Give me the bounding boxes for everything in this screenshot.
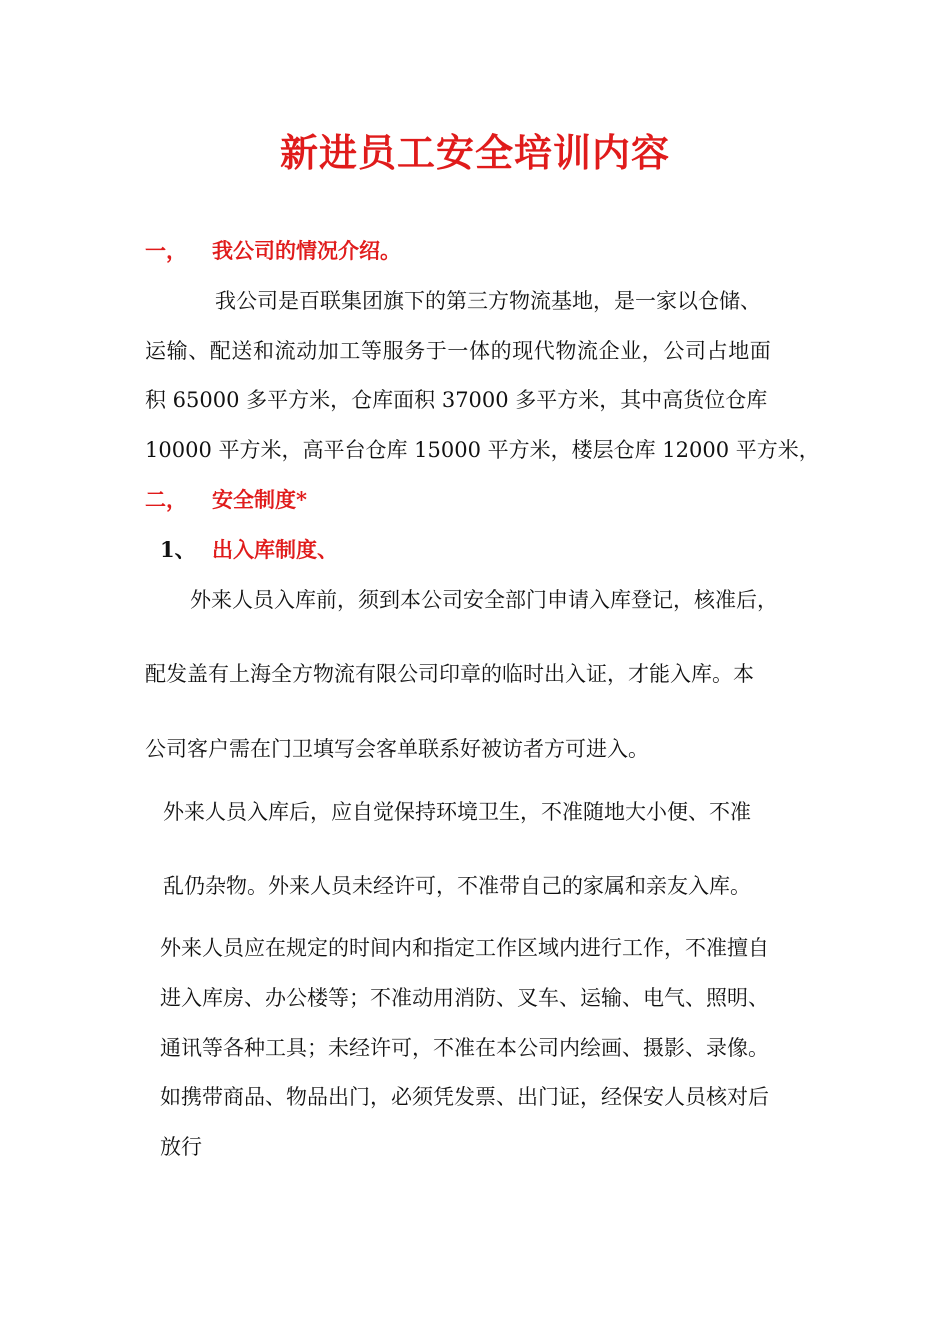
para-3-line-1: 外来人员应在规定的时间内和指定工作区域内进行工作，不准擅自 bbox=[160, 936, 769, 960]
para-2-line-1: 外来人员入库后，应自觉保持环境卫生，不准随地大小便、不准 bbox=[163, 800, 751, 824]
subsection-1-number: 1、 bbox=[160, 537, 196, 562]
subsection-1-heading bbox=[160, 535, 338, 565]
section-1-line-2: 运输、配送和流动加工等服务于一体的现代物流企业，公司占地面 bbox=[145, 339, 772, 363]
section-1-line-3: 积 65000 多平方米，仓库面积 37000 多平方米，其中高货位仓库 bbox=[145, 388, 768, 412]
para-1-line-3: 公司客户需在门卫填写会客单联系好被访者方可进入。 bbox=[145, 737, 649, 761]
section-1-line-4: 10000 平方米，高平台仓库 15000 平方米，楼层仓库 12000 平方米， bbox=[145, 438, 820, 462]
para-3-line-3: 通讯等各种工具；未经许可，不准在本公司内绘画、摄影、录像。 bbox=[160, 1036, 769, 1060]
section-2-number: 二， bbox=[145, 487, 187, 512]
subsection-1-title: 出入库制度、 bbox=[212, 537, 338, 562]
section-2-title: 安全制度* bbox=[212, 487, 307, 512]
section-1-title: 我公司的情况介绍。 bbox=[212, 238, 401, 263]
para-2-line-2: 乱仍杂物。外来人员未经许可，不准带自己的家属和亲友入库。 bbox=[163, 874, 751, 898]
page-title: 新进员工安全培训内容 bbox=[279, 130, 670, 175]
para-3-line-4: 如携带商品、物品出门，必须凭发票、出门证，经保安人员核对后 bbox=[160, 1085, 769, 1109]
para-3-line-2: 进入库房、办公楼等；不准动用消防、叉车、运输、电气、照明、 bbox=[160, 986, 769, 1010]
section-1-heading bbox=[145, 236, 401, 266]
para-3-line-5: 放行 bbox=[160, 1135, 202, 1159]
section-1-number: 一， bbox=[145, 238, 187, 263]
para-1-line-2: 配发盖有上海全方物流有限公司印章的临时出入证，才能入库。本 bbox=[145, 662, 754, 686]
section-2-heading bbox=[145, 485, 307, 515]
section-1-line-1: 我公司是百联集团旗下的第三方物流基地，是一家以仓储、 bbox=[215, 289, 761, 313]
para-1-line-1: 外来人员入库前，须到本公司安全部门申请入库登记，核准后， bbox=[190, 588, 778, 612]
